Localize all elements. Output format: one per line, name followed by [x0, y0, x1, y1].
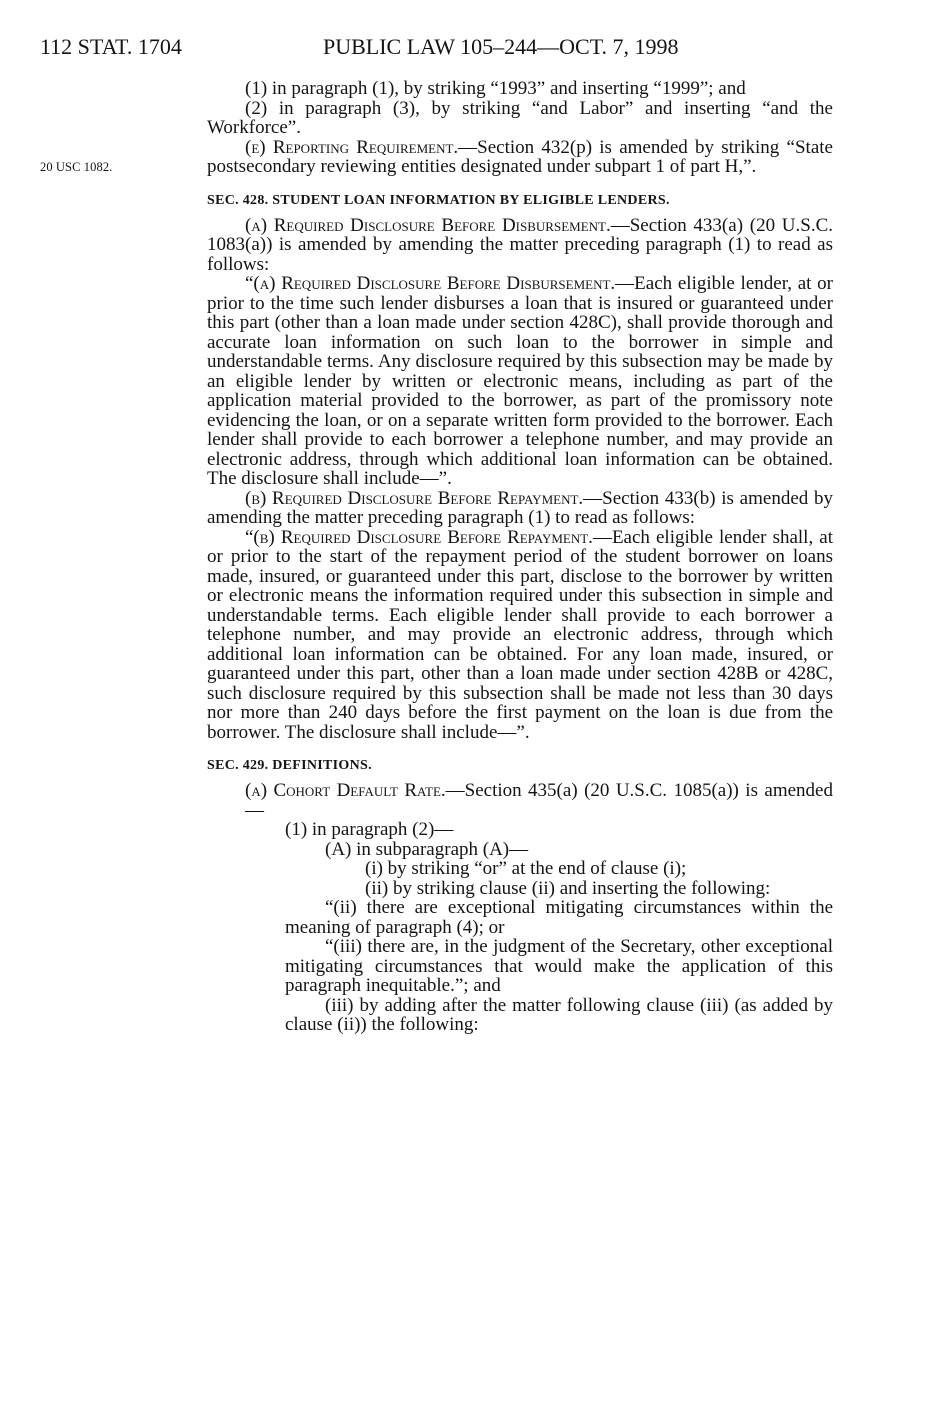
subsection-428-b-text: —Section 433(b) is amended by amending the matter preceding paragraph (1) to read as follows:	[207, 487, 833, 528]
page-header	[40, 32, 900, 62]
subsection-e	[207, 138, 833, 177]
clause-ii: (ii) by striking clause (ii) and inserting the following:	[365, 877, 771, 899]
subsection-428-b-caption: (b) Required Disclosure Before Repayment.	[245, 487, 584, 509]
margin-citation: 20 USC 1082.	[40, 160, 113, 174]
public-law-citation: PUBLIC LAW 105–244—OCT. 7, 1998	[323, 34, 679, 59]
quoted-subsection-b-text: —Each eligible lender shall, at or prior to the start of the repayment period of the student borrower on loans made, insured, or guaranteed under this part, disclose to the borrower by written or electronic means the information required under this subsection in simple and understandable terms. Each eligible lender shall provide to each borrower a telephone number, and may provide an electronic address, through which additional loan information can be obtained. For any loan made, insured, or guaranteed under this part, other than a loan made under section 428B or 428C, such disclosure required by this subsection shall be made not less than 30 days nor more than 240 days before the first payment on the loan is due from the borrower. The disclosure shall include—”.	[207, 526, 833, 743]
subsection-428-b	[207, 489, 833, 528]
quoted-subsection-b-caption: “(b) Required Disclosure Before Repayment.	[245, 526, 593, 548]
section-428-heading: SEC. 428. STUDENT LOAN INFORMATION BY ELIGIBLE LENDERS.	[207, 192, 670, 208]
quoted-subsection-a	[207, 274, 833, 489]
quoted-subsection-a-text: —Each eligible lender, at or prior to the time such lender disburses a loan that is insured or guaranteed under this part (other than a loan made under section 428C), shall provide thorough and accurate loan information on such loan to the borrower in simple and understandable terms. Any disclosure required by this subsection may be made by an eligible lender by written or electronic means, including as part of the application material provided to the borrower, as part of the promissory note evidencing the loan, or on a separate written form provided to the borrower. Each lender shall provide to each borrower a telephone number, and may provide an electronic address, through which additional loan information can be obtained. The disclosure shall include—”.	[207, 273, 833, 489]
subsection-429-a-text: —Section 435(a) (20 U.S.C. 1085(a)) is amended—	[245, 780, 833, 821]
subparagraph-a: (A) in subparagraph (A)—	[325, 838, 529, 860]
quoted-clause-iii: “(iii) there are, in the judgment of the Secretary, other exceptional mitigating circumstances that would make the application of this paragraph inequitable.”; and	[285, 936, 833, 996]
statute-body	[207, 79, 833, 1035]
clause-iii: (iii) by adding after the matter following clause (iii) (as added by clause (ii)) the following:	[285, 994, 833, 1035]
subsection-e-caption: (e) Reporting Requirement.	[245, 136, 459, 158]
paragraph-2: (2) in paragraph (3), by striking “and Labor” and inserting “and the Workforce”.	[207, 97, 833, 138]
quoted-subsection-b	[207, 528, 833, 743]
paragraph-2-item: (1) in paragraph (2)—	[285, 819, 454, 840]
subsection-e-text: —Section 432(p) is amended by striking “State postsecondary reviewing entities designated under subpart 1 of part H,”.	[207, 136, 833, 177]
paragraph-1: (1) in paragraph (1), by striking “1993” and inserting “1999”; and	[245, 78, 746, 99]
subsection-428-a-text: —Section 433(a) (20 U.S.C. 1083(a)) is amended by amending the matter preceding paragraph (1) to read as follows:	[207, 214, 833, 275]
quoted-clause-ii: “(ii) there are exceptional mitigating circumstances within the meaning of paragraph (4); or	[285, 897, 833, 938]
subsection-429-a	[207, 781, 833, 820]
statute-page-number: 112 STAT. 1704	[40, 34, 182, 59]
subsection-428-a-caption: (a) Required Disclosure Before Disbursement.	[245, 214, 611, 236]
clause-i: (i) by striking “or” at the end of clause (i);	[365, 858, 687, 879]
subsection-429-a-caption: (a) Cohort Default Rate.	[245, 780, 446, 801]
section-429-heading: SEC. 429. DEFINITIONS.	[207, 758, 372, 773]
quoted-subsection-a-caption: “(a) Required Disclosure Before Disbursement.	[245, 273, 616, 294]
subsection-428-a	[207, 216, 833, 275]
